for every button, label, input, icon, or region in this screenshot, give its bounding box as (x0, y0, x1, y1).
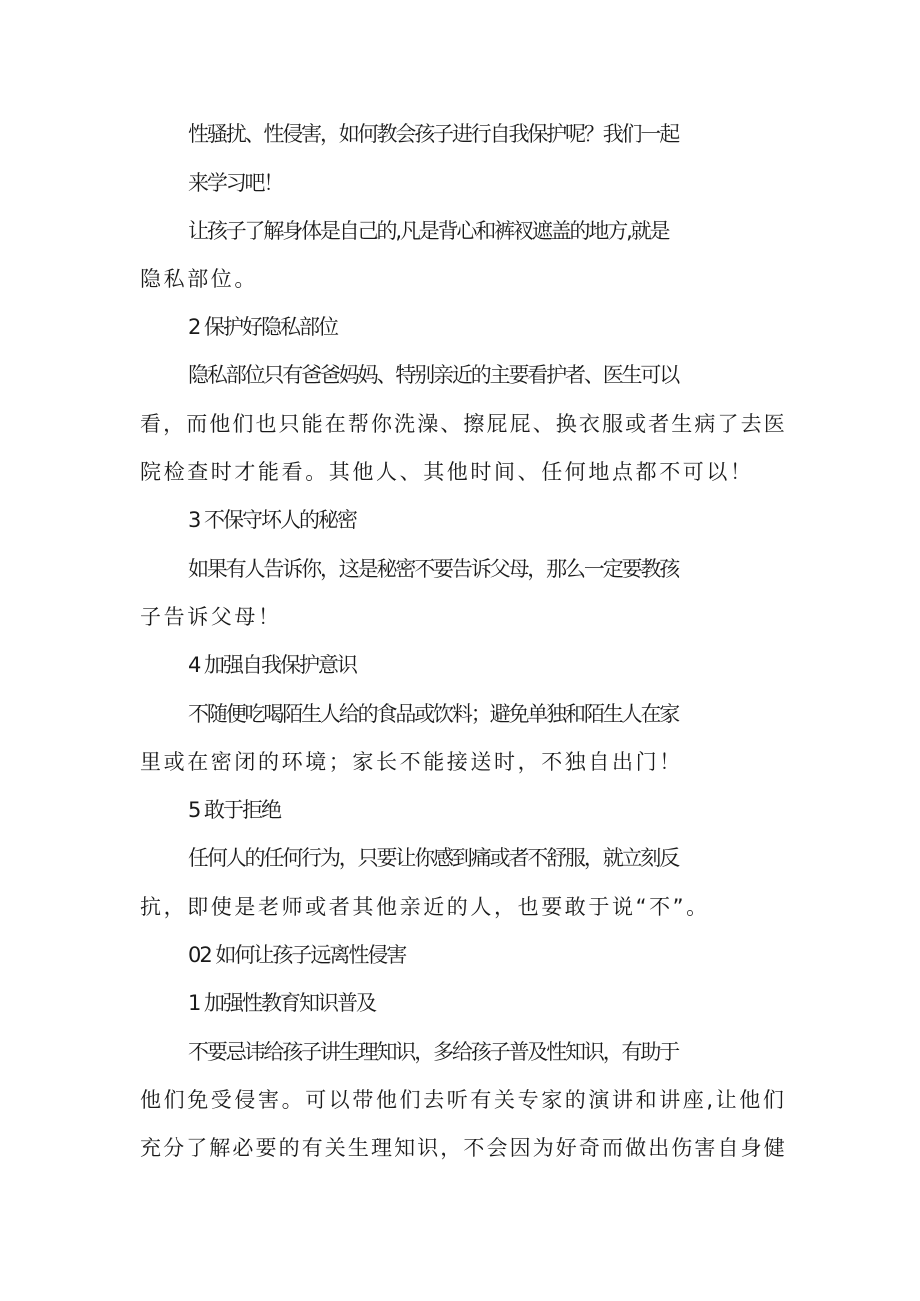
paragraph-line: 隐私部位。 (140, 267, 258, 291)
paragraph-line: 隐私部位只有爸爸妈妈、特别亲近的主要看护者、医生可以 (188, 363, 679, 387)
section-heading: 3 不保守坏人的秘密 (188, 508, 357, 532)
section-heading: 1 加强性教育知识普及 (188, 991, 376, 1015)
paragraph-line: 如果有人告诉你，这是秘密不要告诉父母，那么一定要教孩 (188, 557, 679, 581)
paragraph-line: 子告诉父母！ (140, 605, 282, 629)
paragraph-line: 里或在密闭的环境；家长不能接送时，不独自出门！ (140, 750, 683, 774)
paragraph-line: 不要忌讳给孩子讲生理知识，多给孩子普及性知识，有助于 (188, 1040, 679, 1064)
paragraph-line: 他们免受侵害。可以带他们去听有关专家的演讲和讲座,让他们 (140, 1088, 787, 1112)
paragraph-line: 让孩子了解身体是自己的,凡是背心和裤衩遮盖的地方,就是 (188, 219, 669, 243)
section-heading: 2 保护好隐私部位 (188, 315, 338, 339)
paragraph-line: 院检查时才能看。其他人、其他时间、任何地点都不可以！ (140, 460, 754, 484)
paragraph-line: 来学习吧！ (188, 171, 283, 195)
paragraph-line: 性骚扰、性侵害，如何教会孩子进行自我保护呢？我们一起 (188, 122, 679, 146)
section-heading: 4 加强自我保护意识 (188, 653, 357, 677)
paragraph-line: 任何人的任何行为，只要让你感到痛或者不舒服，就立刻反 (188, 846, 679, 870)
paragraph-line: 看，而他们也只能在帮你洗澡、擦屁屁、换衣服或者生病了去医 (140, 412, 787, 436)
paragraph-line: 不随便吃喝陌生人给的食品或饮料；避免单独和陌生人在家 (188, 702, 679, 726)
section-heading: 02 如何让孩子远离性侵害 (188, 943, 406, 967)
paragraph-line: 抗，即使是老师或者其他亲近的人，也要敢于说“不”。 (140, 895, 710, 919)
section-heading: 5 敢于拒绝 (188, 798, 281, 822)
paragraph-line: 充分了解必要的有关生理知识，不会因为好奇而做出伤害自身健 (140, 1136, 787, 1160)
